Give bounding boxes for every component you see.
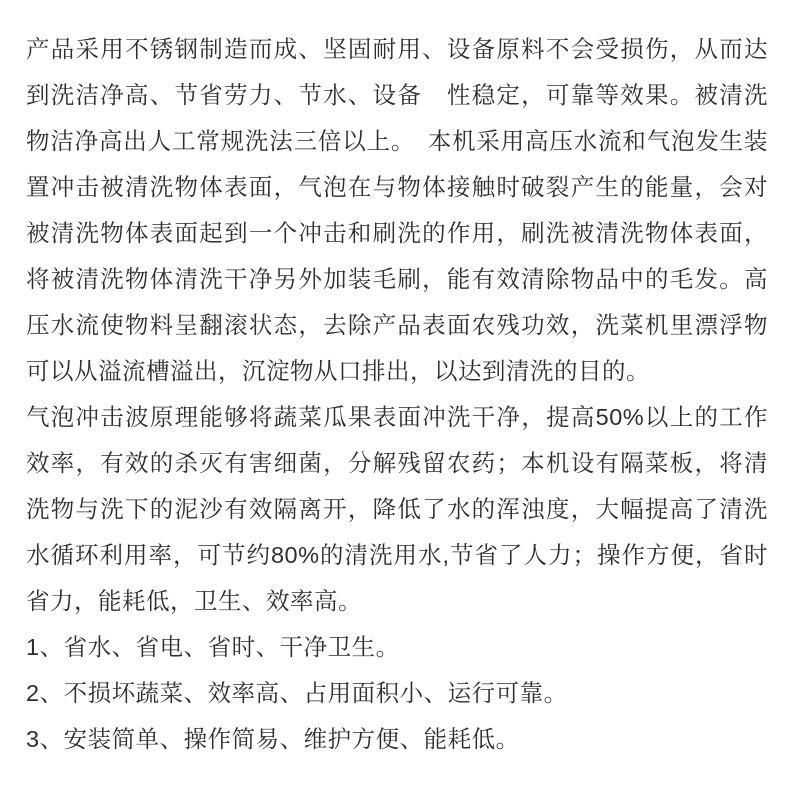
paragraph-bubble-principle: 气泡冲击波原理能够将蔬菜瓜果表面冲洗干净，提高50%以上的工作效率，有效的杀灭有害细菌，分解残留农药；本机设有隔菜板，将清洗物与洗下的泥沙有效隔离开，降低了水的浑浊度，大幅提高了清洗水循环利用率，可节约80%的清洗用水,节省了人力；操作方便，省时省力，能耗低，卫生、效率高。 <box>26 404 768 614</box>
list-item: 1、省水、省电、省时、干净卫生。 <box>26 634 400 660</box>
list-item: 2、不损坏蔬菜、效率高、占用面积小、运行可靠。 <box>26 680 568 706</box>
paragraph-product-description: 产品采用不锈钢制造而成、坚固耐用、设备原料不会受损伤，从而达到洗洁净高、节省劳力、节水、设备 性稳定，可靠等效果。被清洗物洁净高出人工常规洗法三倍以上。 本机采用高压水流和气泡发生装置冲击被清洗物体表面，气泡在与物体接触时破裂产生的能量，会对被清洗物体表面起到一个冲击和刷洗的作用，刷洗被清洗物体表面，将被清洗物体清洗干净另外加装毛刷，能有效清除物品中的毛发。高压水流使物料呈翻滚状态，去除产品表面农残功效，洗菜机里漂浮物可以从溢流槽溢出，沉淀物从口排出，以达到清洗的目的。 <box>26 36 768 384</box>
list-item: 3、安装简单、操作简易、维护方便、能耗低。 <box>26 726 520 752</box>
